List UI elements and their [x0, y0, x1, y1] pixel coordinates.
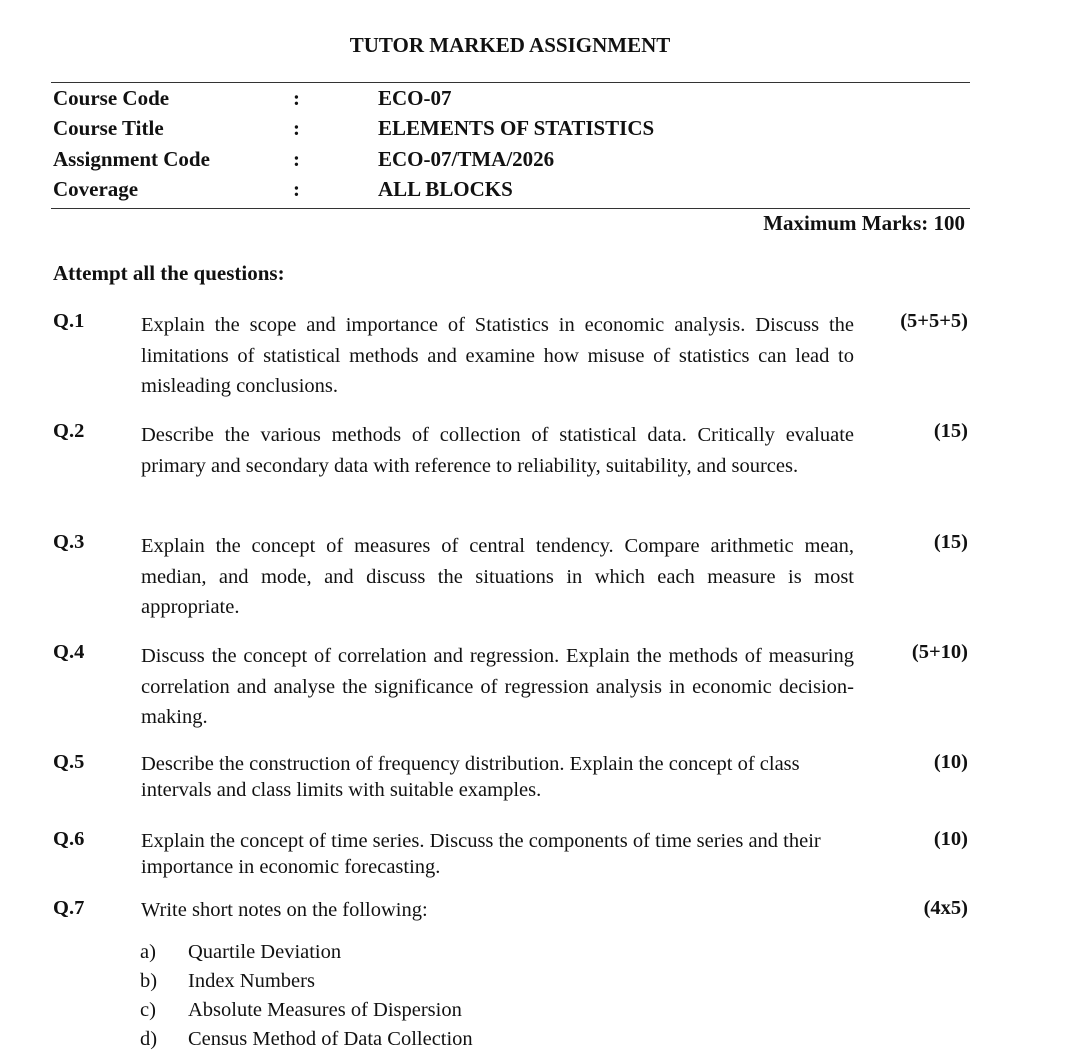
meta-separator: : — [293, 147, 300, 171]
question-number: Q.6 — [53, 828, 85, 850]
question-marks: (10) — [933, 828, 968, 850]
question-text: Explain the concept of measures of central tendency. Compare arithmetic mean, median, and mode, and discuss the situations in which each measure is most appropriate. — [141, 535, 854, 618]
question-number: Q.4 — [53, 641, 85, 663]
document-title: TUTOR MARKED ASSIGNMENT — [349, 33, 671, 57]
instruction: Attempt all the questions: — [53, 261, 285, 285]
question-marks: (10) — [933, 751, 968, 773]
header-bottom-rule — [51, 208, 970, 209]
question-number: Q.7 — [53, 897, 85, 919]
meta-separator: : — [293, 177, 300, 201]
meta-value: ALL BLOCKS — [378, 177, 513, 201]
short-note-letter: b) — [140, 970, 158, 992]
question-text: Explain the scope and importance of Statistics in economic analysis. Discuss the limitations of statistical methods and examine how misuse of statistics can lead to misleading conclusions. — [141, 314, 854, 397]
short-note-text: Census Method of Data Collection — [188, 1028, 473, 1050]
meta-value: ECO-07 — [378, 86, 452, 110]
question-marks: (5+5+5) — [900, 310, 968, 332]
short-note-text: Quartile Deviation — [188, 941, 342, 963]
meta-value: ELEMENTS OF STATISTICS — [378, 116, 655, 140]
short-note-text: Index Numbers — [188, 970, 315, 992]
question-text: Write short notes on the following: — [141, 899, 428, 921]
meta-separator: : — [293, 86, 300, 110]
question-text: Describe the construction of frequency distribution. Explain the concept of class intervals and class limits with suitable examples. — [141, 753, 800, 801]
question-number: Q.3 — [53, 531, 85, 553]
question-marks: (4x5) — [923, 897, 968, 919]
question-text: Describe the various methods of collection of statistical data. Critically evaluate primary and secondary data with reference to reliability, suitability, and sources. — [141, 424, 854, 477]
maximum-marks: Maximum Marks: 100 — [763, 211, 965, 235]
question-marks: (5+10) — [911, 641, 968, 663]
question-number: Q.5 — [53, 751, 85, 773]
meta-separator: : — [293, 116, 300, 140]
question-text: Discuss the concept of correlation and regression. Explain the methods of measuring correlation and analyse the significance of regression analysis in economic decision-making. — [141, 645, 854, 728]
meta-value: ECO-07/TMA/2026 — [378, 147, 555, 171]
short-note-text: Absolute Measures of Dispersion — [188, 999, 462, 1021]
meta-label: Course Code — [53, 86, 170, 110]
short-note-letter: d) — [140, 1028, 158, 1050]
question-marks: (15) — [933, 531, 968, 553]
question-marks: (15) — [933, 420, 968, 442]
question-text: Explain the concept of time series. Discuss the components of time series and their importance in economic forecasting. — [141, 830, 821, 878]
meta-label: Course Title — [53, 116, 164, 140]
header-top-rule — [51, 82, 970, 83]
question-number: Q.1 — [53, 310, 85, 332]
meta-label: Coverage — [53, 177, 139, 201]
short-note-letter: a) — [140, 941, 156, 963]
question-number: Q.2 — [53, 420, 85, 442]
short-note-letter: c) — [140, 999, 156, 1021]
meta-label: Assignment Code — [53, 147, 210, 171]
